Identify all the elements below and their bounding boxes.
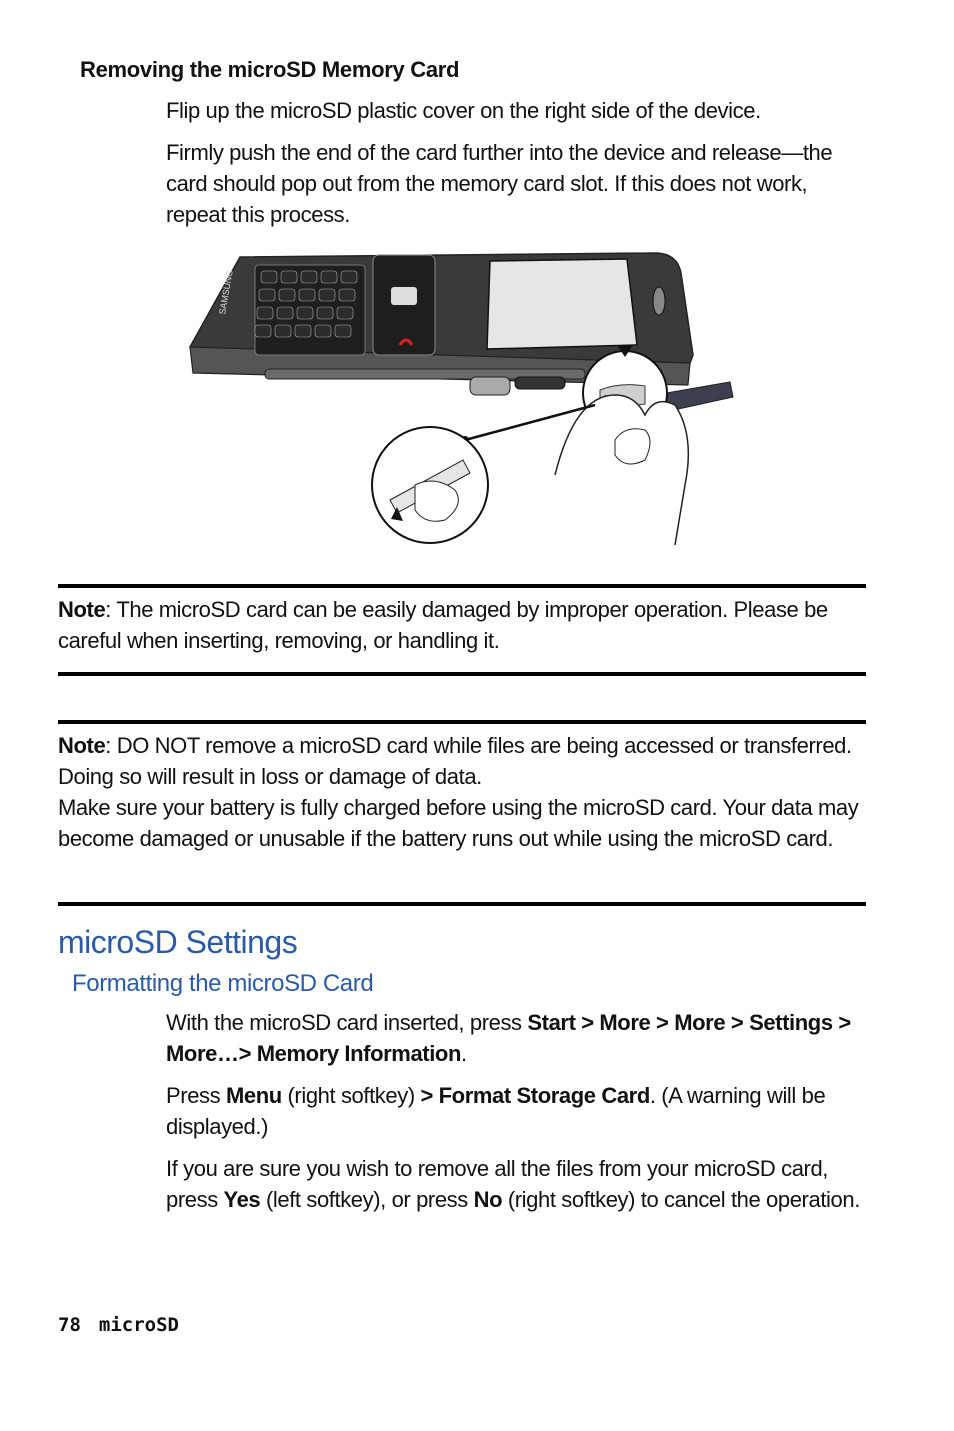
subsection-title: Formatting the microSD Card xyxy=(72,970,374,997)
note-box xyxy=(58,584,866,676)
instruction-paragraph: With the microSD card inserted, press Start > More > More > Settings > More…> Memory Information. xyxy=(166,1010,851,1066)
note-text-2: Make sure your battery is fully charged before using the microSD card. Your data may become damaged or unusable if the battery runs out while using the microSD card. xyxy=(58,795,859,851)
section-heading: Removing the microSD Memory Card xyxy=(80,57,460,82)
note-label: Note xyxy=(58,597,106,622)
instruction-paragraph: If you are sure you wish to remove all the files from your microSD card, press Yes (left softkey), or press No (right softkey) to cancel the operation. xyxy=(166,1156,860,1212)
note-label: Note xyxy=(58,733,106,758)
footer-section: microSD xyxy=(98,1314,179,1336)
instruction-paragraph: Press Menu (right softkey) > Format Storage Card. (A warning will be displayed.) xyxy=(166,1083,826,1139)
page-number: 78 xyxy=(58,1314,81,1336)
page-footer xyxy=(58,1314,197,1336)
brand-logo: SAMSUNG xyxy=(217,268,235,316)
note-text: : The microSD card can be easily damaged by improper operation. Please be careful when inserting, removing, or handling it. xyxy=(58,597,828,653)
section-title: microSD Settings xyxy=(58,924,298,960)
note-text: : DO NOT remove a microSD card while files are being accessed or transferred. Doing so will result in loss or damage of data. xyxy=(58,733,852,789)
step-paragraph: Firmly push the end of the card further into the device and release—the card should pop out from the memory card slot. If this does not work, repeat this process. xyxy=(166,140,833,227)
phone-microsd-illustration xyxy=(185,245,745,555)
step-paragraph: Flip up the microSD plastic cover on the right side of the device. xyxy=(166,98,761,123)
note-box xyxy=(58,720,866,906)
